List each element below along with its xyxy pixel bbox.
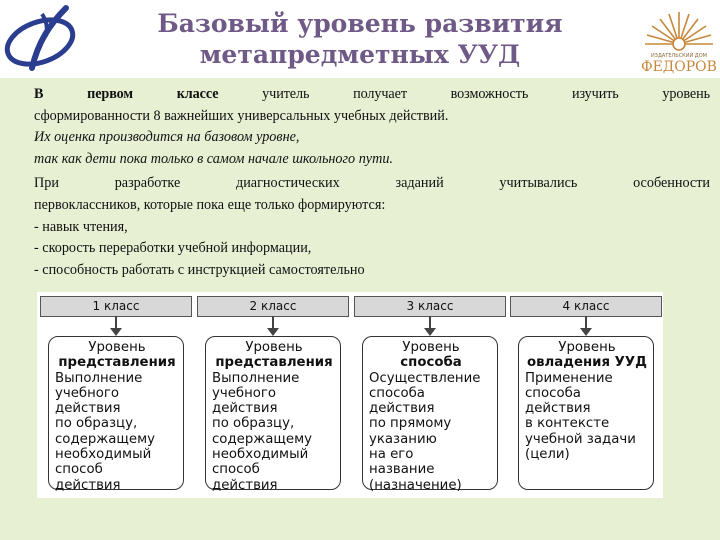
stage-grade-header: 2 класс [197, 296, 349, 317]
stage-description-line: действия [55, 477, 121, 493]
stage-description-line: действия [55, 401, 121, 417]
stage-level-label: Уровень [402, 340, 460, 355]
paragraph-3-line-2: первоклассников, которые пока еще только формируются: [34, 196, 386, 213]
title-line-2: метапредметных УУД [199, 40, 521, 69]
first-grade-bold: В первом классе [34, 86, 219, 102]
stage-description-line: по образцу, [212, 416, 295, 432]
stage-grade-header: 1 класс [40, 296, 192, 317]
stage-level-label: Уровень [88, 340, 146, 355]
slide-body [34, 84, 710, 281]
school-logo-icon [2, 2, 84, 74]
stage-description-line: (цели) [525, 447, 570, 463]
stage-description-line: действия [525, 401, 591, 417]
stage-description-line: учебного [55, 385, 120, 401]
slide-title [120, 8, 600, 70]
stage-description-line: содержащему [212, 431, 312, 447]
stage-level-label: Уровень [558, 340, 616, 355]
stage-box [362, 336, 498, 493]
stage-description-line: Применение [525, 370, 613, 386]
arrow-head-icon [580, 328, 592, 336]
slide-header [0, 0, 720, 78]
stage-level-name: представления [58, 355, 176, 371]
stage-box [518, 336, 654, 490]
paragraph-1-line-1: В первом классе учитель получает возможность изучить уровень [34, 86, 710, 102]
stage-description-line: Выполнение [55, 370, 143, 386]
stage-level-name: овладения УУД [526, 355, 648, 371]
arrow-head-icon [267, 328, 279, 336]
list-item: - скорость переработки учебной информации, [34, 240, 312, 257]
stage-box [205, 336, 341, 493]
stage-column-2 [197, 292, 349, 498]
paragraph-2-line-1: Их оценка производится на базовом уровне, [34, 129, 300, 146]
list-item: - способность работать с инструкцией самостоятельно [34, 261, 365, 278]
title-line-1: Базовый уровень развития [157, 9, 563, 38]
stage-column-4 [510, 292, 662, 498]
paragraph-3-line-1: При разработке диагностических заданий учитывались особенности [34, 175, 710, 192]
stage-description-line: содержащему [55, 431, 155, 447]
stage-description-line: по образцу, [55, 416, 138, 432]
list-item: - навык чтения, [34, 218, 128, 235]
stage-description-line: действия [212, 401, 278, 417]
stage-description-line: указанию [369, 431, 437, 447]
stage-box [48, 336, 184, 493]
stage-description-line: Выполнение [212, 370, 300, 386]
stage-description-line: способ [55, 462, 103, 478]
stage-level-name: представления [215, 355, 333, 371]
arrow-head-icon [110, 328, 122, 336]
stage-column-3 [354, 292, 506, 498]
stage-description-line: действия [369, 401, 435, 417]
stage-grade-header: 3 класс [354, 296, 506, 317]
paragraph-2-line-2: так как дети пока только в самом начале школьного пути. [34, 150, 393, 167]
stage-description-line: учебной задачи [525, 431, 636, 447]
stage-description-line: название [369, 462, 435, 478]
stage-description-line: учебного [212, 385, 277, 401]
stage-description-line: способа [369, 385, 425, 401]
stage-description-line: необходимый [55, 447, 152, 463]
publisher-small-label: ИЗДАТЕЛЬСКИЙ ДОМ [651, 53, 707, 59]
stage-description-line: действия [212, 477, 278, 493]
stage-description-line: (назначение) [369, 477, 462, 493]
stage-description-line: способ [212, 462, 260, 478]
stage-description-line: на его [369, 447, 414, 463]
stage-description-line: Осуществление [369, 370, 481, 386]
paragraph-1-line-2: сформированности 8 важнейших универсальных учебных действий. [34, 107, 449, 124]
stage-level-label: Уровень [245, 340, 303, 355]
stage-column-1 [40, 292, 192, 498]
arrow-head-icon [424, 328, 436, 336]
stage-grade-header: 4 класс [510, 296, 662, 317]
stage-description-line: способа [525, 385, 581, 401]
stages-diagram [37, 292, 663, 498]
stage-level-name: способа [400, 355, 462, 371]
publisher-logo-icon [638, 4, 720, 76]
stage-description-line: в контексте [525, 416, 610, 432]
stage-description-line: необходимый [212, 447, 309, 463]
publisher-name-label: ФЕДОРОВ [641, 59, 717, 75]
stage-description-line: по прямому [369, 416, 452, 432]
